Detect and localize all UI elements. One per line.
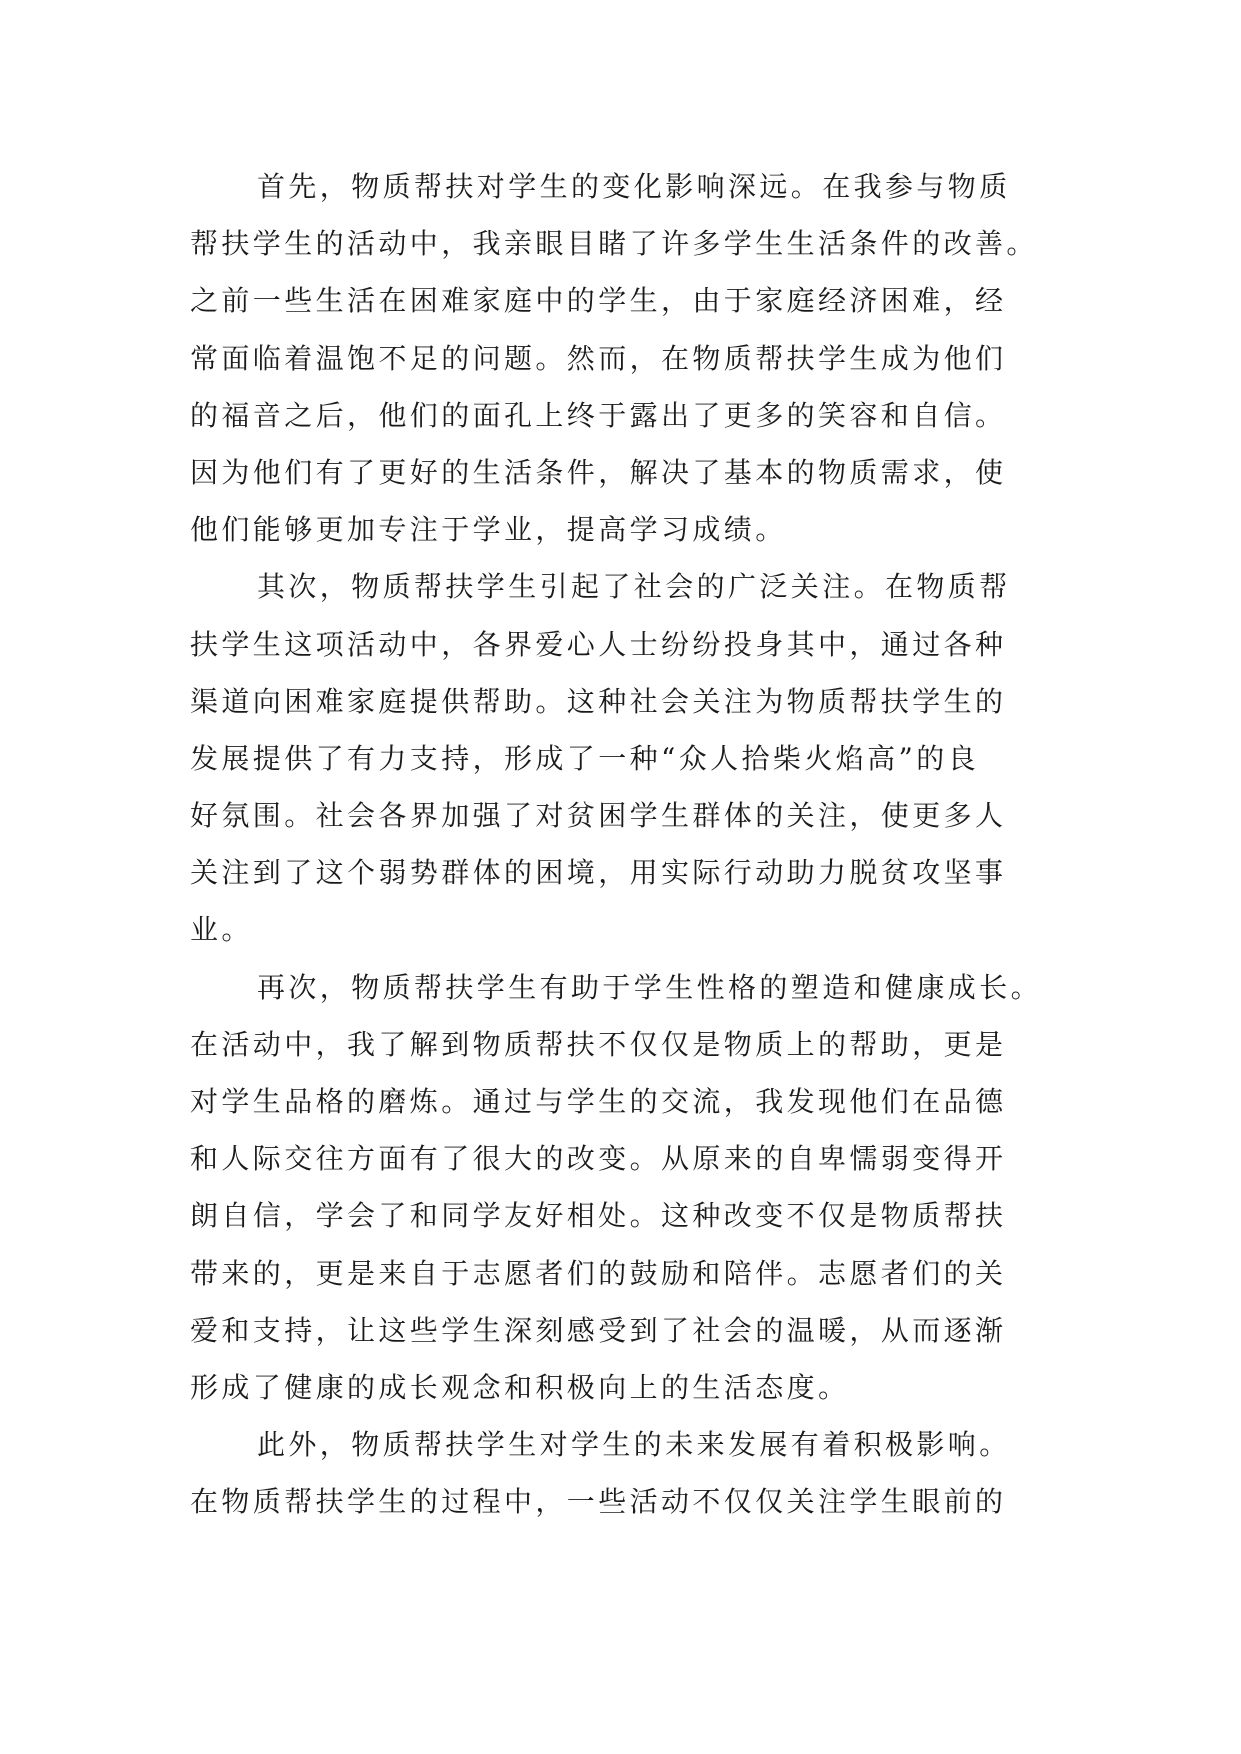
- text-line: 朗自信，学会了和同学友好相处。这种改变不仅是物质帮扶: [190, 1199, 1007, 1233]
- text-line: 之前一些生活在困难家庭中的学生，由于家庭经济困难，经: [190, 284, 1007, 318]
- text-line: 的福音之后，他们的面孔上终于露出了更多的笑容和自信。: [190, 398, 1007, 432]
- text-line: 在活动中，我了解到物质帮扶不仅仅是物质上的帮助，更是: [190, 1027, 1007, 1061]
- text-line: 在物质帮扶学生的过程中，一些活动不仅仅关注学生眼前的: [190, 1485, 1007, 1519]
- text-line: 爱和支持，让这些学生深刻感受到了社会的温暖，从而逐渐: [190, 1313, 1007, 1347]
- text-line: 帮扶学生的活动中，我亲眼目睹了许多学生生活条件的改善。: [190, 227, 1038, 261]
- text-line: 扶学生这项活动中，各界爱心人士纷纷投身其中，通过各种: [190, 627, 1007, 661]
- text-line: 形成了健康的成长观念和积极向上的生活态度。: [190, 1370, 850, 1404]
- text-line: 其次，物质帮扶学生引起了社会的广泛关注。在物质帮: [257, 570, 1011, 604]
- text-line: 因为他们有了更好的生活条件，解决了基本的物质需求，使: [190, 455, 1007, 489]
- document-body: [190, 158, 1060, 1531]
- text-line: 带来的，更是来自于志愿者们的鼓励和陪伴。志愿者们的关: [190, 1256, 1007, 1290]
- text-line: 他们能够更加专注于学业，提高学习成绩。: [190, 513, 787, 547]
- text-line: 发展提供了有力支持，形成了一种“众人拾柴火焰高”的良: [190, 741, 980, 775]
- text-line: 关注到了这个弱势群体的困境，用实际行动助力脱贫攻坚事: [190, 856, 1007, 890]
- text-line: 业。: [190, 913, 253, 947]
- text-line: 好氛围。社会各界加强了对贫困学生群体的关注，使更多人: [190, 799, 1007, 833]
- text-line: 常面临着温饱不足的问题。然而，在物质帮扶学生成为他们: [190, 341, 1007, 375]
- text-line: 对学生品格的磨炼。通过与学生的交流，我发现他们在品德: [190, 1085, 1007, 1118]
- text-line: 渠道向困难家庭提供帮助。这种社会关注为物质帮扶学生的: [190, 684, 1007, 718]
- text-line: 和人际交往方面有了很大的改变。从原来的自卑懦弱变得开: [190, 1142, 1007, 1176]
- text-line: 再次，物质帮扶学生有助于学生性格的塑造和健康成长。: [257, 970, 1043, 1004]
- text-line: 首先，物质帮扶对学生的变化影响深远。在我参与物质: [257, 170, 1011, 203]
- text-line: 此外，物质帮扶学生对学生的未来发展有着积极影响。: [257, 1428, 1011, 1462]
